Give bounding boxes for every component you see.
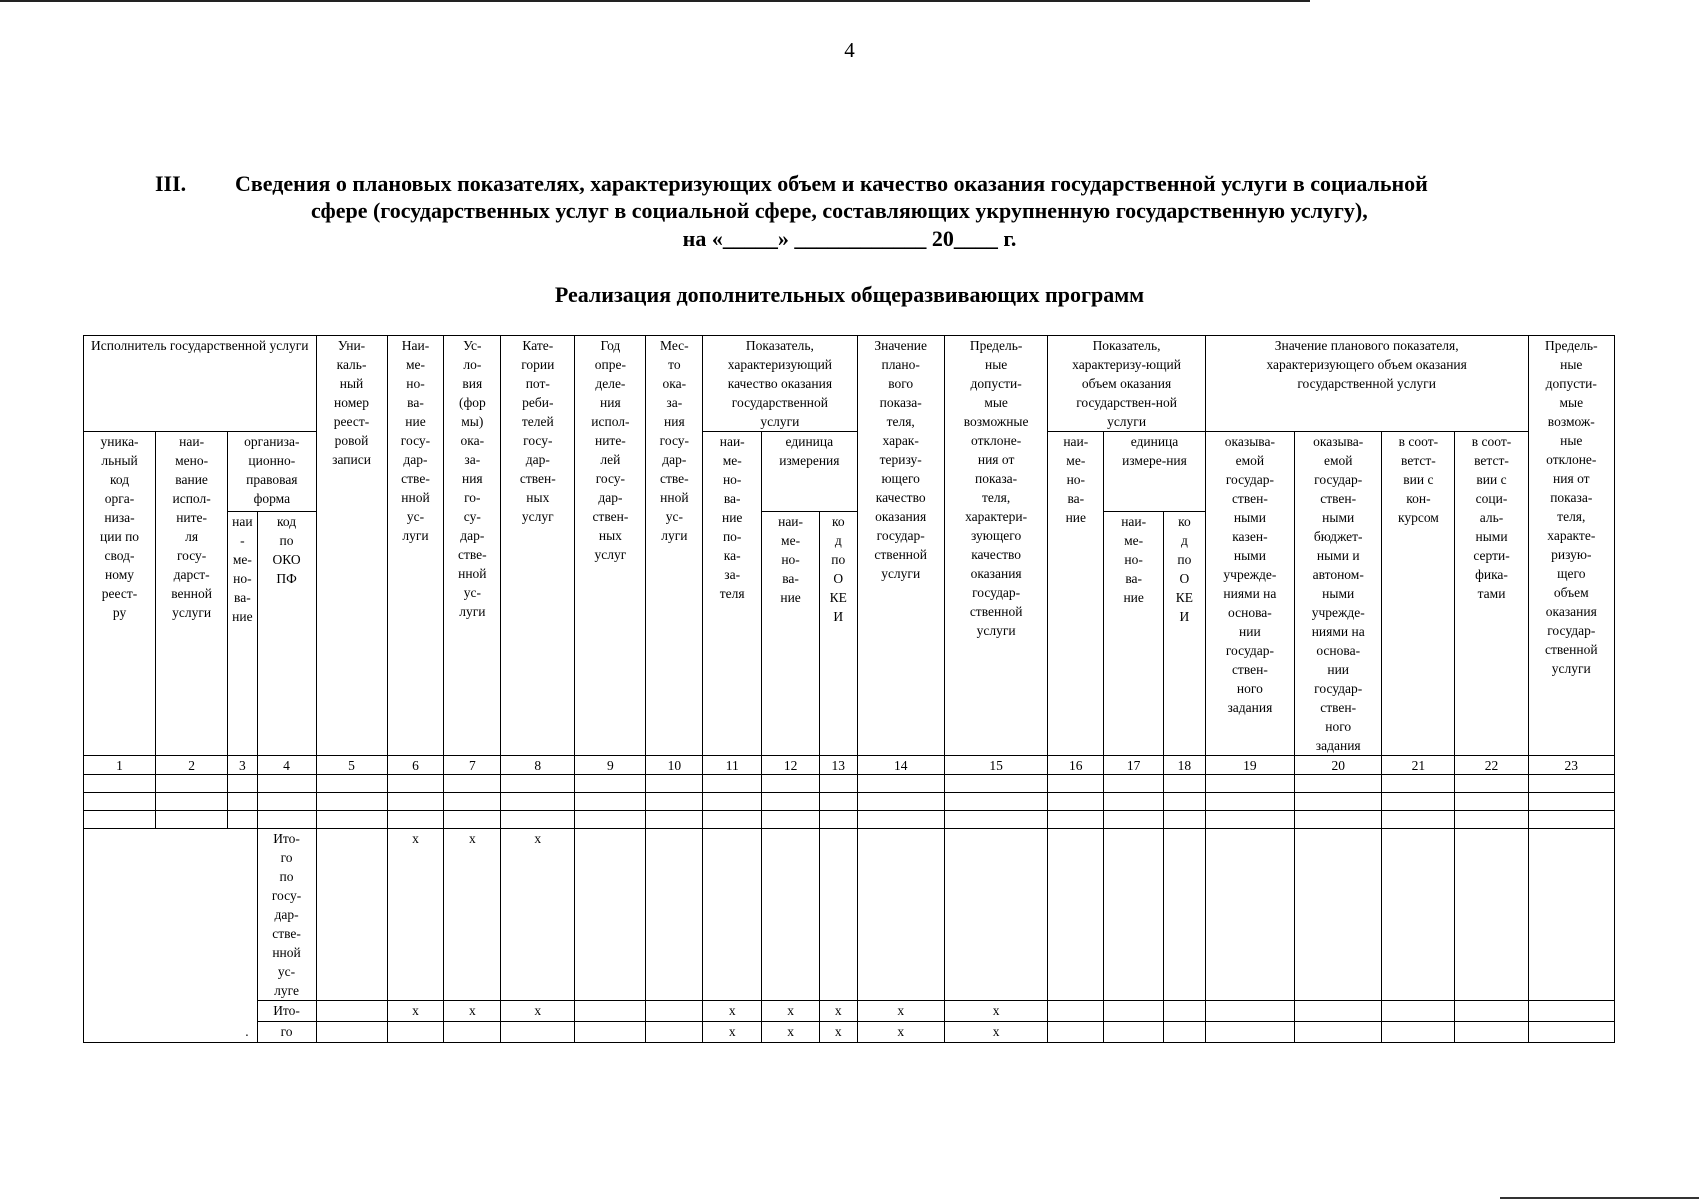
grand-total-row-continued xyxy=(84,1022,1615,1043)
x-mark: x xyxy=(944,1001,1048,1022)
x-mark: x xyxy=(444,1001,501,1022)
column-number: 22 xyxy=(1455,756,1528,775)
x-mark: x xyxy=(444,829,501,1001)
header-volume-indicator-name: наи- ме- но- ва- ние xyxy=(1048,432,1104,756)
column-number: 20 xyxy=(1295,756,1382,775)
table-row xyxy=(84,775,1615,793)
header-quality-okei: ко д по О КЕ И xyxy=(820,512,858,756)
header-quality-unit-name: наи- ме- но- ва- ние xyxy=(762,512,820,756)
table-row xyxy=(84,811,1615,829)
header-place: Мес- то ока- за- ния госу- дар- стве- нной ус- луги xyxy=(646,336,703,756)
x-mark: x xyxy=(857,1001,944,1022)
section-title-line-1: Сведения о плановых показателях, характеризующих объем и качество оказания государственной услуги в социальной xyxy=(235,171,1428,196)
section-title-line-2: сфере (государственных услуг в социальной сфере, составляющих укрупненную государственную услугу), xyxy=(311,198,1368,223)
program-subtitle: Реализация дополнительных общеразвивающих программ xyxy=(554,282,1145,307)
total-label: Ито- xyxy=(257,1001,316,1022)
header-okopf-code: код по ОКО ПФ xyxy=(257,512,316,756)
column-number: 23 xyxy=(1528,756,1614,775)
page-number: 4 xyxy=(844,38,855,62)
header-volume-okei: ко д по О КЕ И xyxy=(1164,512,1206,756)
header-conditions: Ус- ло- вия (фор мы) ока- за- ния го- су- дар- стве- нной ус- луги xyxy=(444,336,501,756)
column-number: 1 xyxy=(84,756,156,775)
header-certificates: в соот- ветст- вии с соци- аль- ными серти- фика- тами xyxy=(1455,432,1528,756)
column-number: 5 xyxy=(316,756,387,775)
x-mark: x xyxy=(703,1001,762,1022)
column-number: 10 xyxy=(646,756,703,775)
header-executor: Исполнитель государственной услуги xyxy=(84,336,317,432)
service-total-label: Ито- го по госу- дар- стве- нной ус- луге xyxy=(257,829,316,1001)
column-number-row xyxy=(84,756,1615,775)
header-service-name: Наи- ме- но- ва- ние госу- дар- стве- нной ус- луги xyxy=(387,336,444,756)
x-mark: x xyxy=(703,1022,762,1043)
header-volume-indicator: Показатель, характеризу-ющий объем оказания государствен-ной услуги xyxy=(1048,336,1205,432)
column-number: 14 xyxy=(857,756,944,775)
report-date-line: на «_____» ____________ 20____ г. xyxy=(682,226,1017,251)
column-number: 15 xyxy=(944,756,1048,775)
table-row xyxy=(84,793,1615,811)
column-number: 3 xyxy=(228,756,257,775)
header-volume-unit-name: наи- ме- но- ва- ние xyxy=(1104,512,1164,756)
column-number: 7 xyxy=(444,756,501,775)
header-volume-deviation: Предель- ные допусти- мые возмож- ные отклоне- ния от показа- теля, характе- ризую- щего объем оказания государ- ственной услуги xyxy=(1528,336,1614,756)
column-number: 12 xyxy=(762,756,820,775)
column-number: 6 xyxy=(387,756,444,775)
column-number: 21 xyxy=(1382,756,1455,775)
column-number: 17 xyxy=(1104,756,1164,775)
x-mark: x xyxy=(501,1001,575,1022)
header-quality-indicator: Показатель, характеризующий качество оказания государственной услуги xyxy=(703,336,857,432)
x-mark: x xyxy=(387,829,444,1001)
bottom-border-line xyxy=(1500,1197,1699,1199)
column-number: 16 xyxy=(1048,756,1104,775)
column-number: 4 xyxy=(257,756,316,775)
x-mark: x xyxy=(762,1022,820,1043)
column-number: 8 xyxy=(501,756,575,775)
header-quality-unit: единица измерения xyxy=(762,432,857,512)
x-mark: x xyxy=(944,1022,1048,1043)
column-number: 13 xyxy=(820,756,858,775)
x-mark: x xyxy=(387,1001,444,1022)
header-form-name: наи- ме- но- ва- ние xyxy=(228,512,257,756)
column-number: 9 xyxy=(575,756,646,775)
header-volume-unit: единица измере-ния xyxy=(1104,432,1206,512)
header-unique-number: Уни- каль- ный номер реест- ровой записи xyxy=(316,336,387,756)
header-consumer-categories: Кате- гории пот- реби- телей госу- дар- ствен- ных услуг xyxy=(501,336,575,756)
column-number: 19 xyxy=(1205,756,1294,775)
header-quality-value: Значение плано- вого показа- теля, харак- теризу- ющего качество оказания государ- ственной услуги xyxy=(857,336,944,756)
x-mark: x xyxy=(762,1001,820,1022)
header-quality-indicator-name: наи- ме- но- ва- ние по- ка- за- теля xyxy=(703,432,762,756)
x-mark: x xyxy=(820,1001,858,1022)
total-label-continued: го xyxy=(257,1022,316,1043)
service-indicators-table xyxy=(83,335,1615,1043)
header-org-code: уника- льный код орга- низа- ции по свод- ному реест- ру xyxy=(84,432,156,756)
service-total-row xyxy=(84,829,1615,1001)
section-number: III. xyxy=(155,171,187,196)
x-mark: x xyxy=(820,1022,858,1043)
header-org-name: наи- мено- вание испол- ните- ля госу- дарст- венной услуги xyxy=(156,432,228,756)
top-border-line xyxy=(0,0,1310,2)
x-mark: x xyxy=(501,829,575,1001)
column-number: 2 xyxy=(156,756,228,775)
stray-dot: . xyxy=(245,1023,249,1039)
header-quality-deviation: Предель- ные допусти- мые возможные отклоне- ния от показа- теля, характери- зующего качество оказания государ- ственной услуги xyxy=(944,336,1048,756)
x-mark: x xyxy=(857,1022,944,1043)
header-budget-institutions: оказыва- емой государ- ствен- ными бюджет- ными и автоном- ными учрежде- ниями на основа- нии государ- ствен- ного задания xyxy=(1295,432,1382,756)
header-volume-value: Значение планового показателя, характеризующего объем оказания государственной услуги xyxy=(1205,336,1528,432)
section-title xyxy=(235,170,1565,224)
column-number: 11 xyxy=(703,756,762,775)
header-competition: в соот- ветст- вии с кон- курсом xyxy=(1382,432,1455,756)
header-year: Год опре- деле- ния испол- ните- лей госу- дар- ствен- ных услуг xyxy=(575,336,646,756)
header-org-form: организа- ционно- правовая форма xyxy=(228,432,316,512)
grand-total-row xyxy=(84,1001,1615,1022)
column-number: 18 xyxy=(1164,756,1206,775)
header-state-institutions: оказыва- емой государ- ствен- ными казен- ными учрежде- ниями на основа- нии государ- ствен- ного задания xyxy=(1205,432,1294,756)
